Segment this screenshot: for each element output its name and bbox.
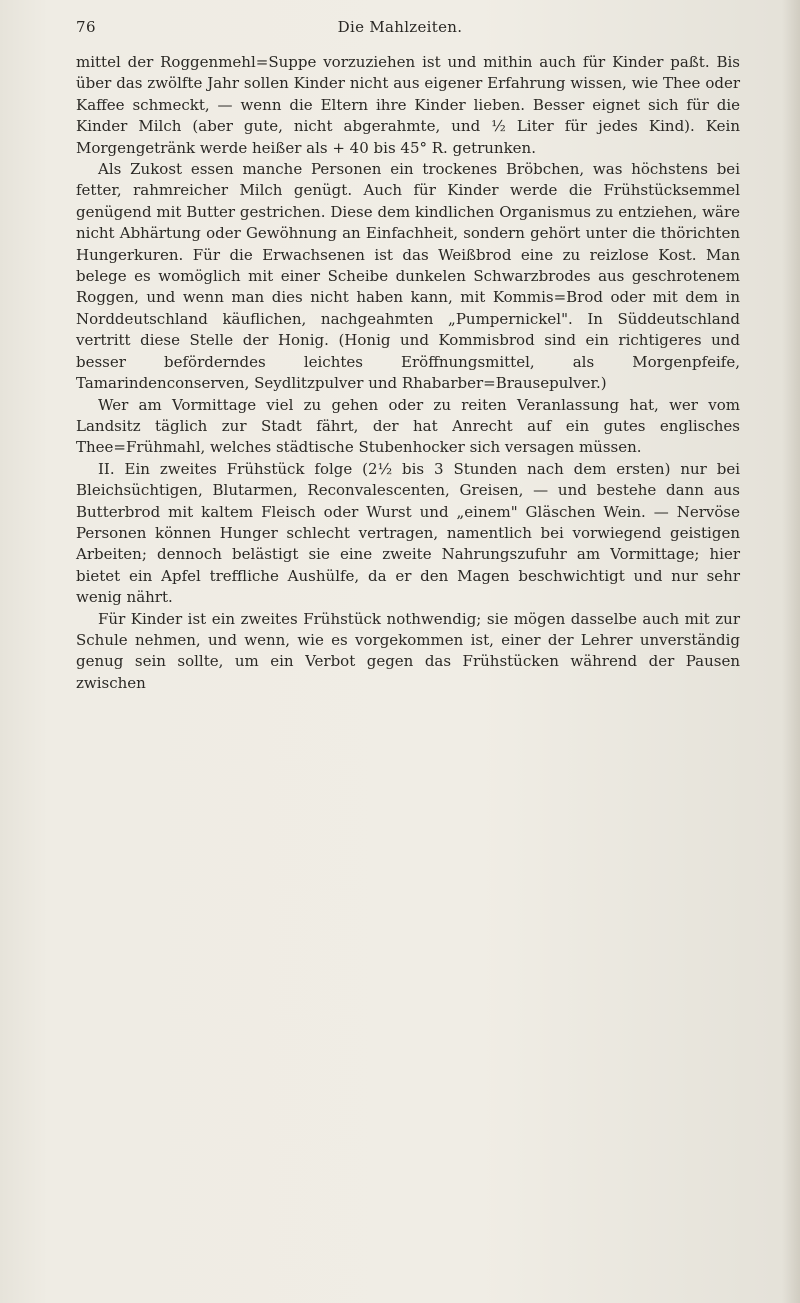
running-title: Die Mahlzeiten. — [337, 18, 463, 36]
paragraph-3: Wer am Vormittage viel zu gehen oder zu reiten Veranlassung hat, wer vom Landsitz täglich zur Stadt fährt, der hat Anrecht auf ein gutes englisches Thee=Frühmahl, welches städtische Stubenhocker sich versagen müssen. — [76, 395, 740, 457]
page-header — [0, 18, 800, 48]
body-text — [76, 52, 740, 694]
paragraph-1: mittel der Roggenmehl=Suppe vorzuziehen ist und mithin auch für Kinder paßt. Bis über das zwölfte Jahr sollen Kinder nicht aus eigener Erfahrung wissen, wie Thee oder Kaffee schmeckt, — wenn die Eltern ihre Kinder lieben. Besser eignet sich für die Kinder Milch (aber gute, nicht abgerahmte, und ½ Liter für jedes Kind). Kein Morgengetränk werde heißer als + 40 bis 45° R. getrunken. — [76, 53, 740, 157]
page-edge-shadow — [782, 0, 800, 1303]
paragraph-4: II. Ein zweites Frühstück folge (2½ bis 3 Stunden nach dem ersten) nur bei Bleichsüchtigen, Blutarmen, Reconvalescenten, Greisen, — und bestehe dann aus Butterbrod mit kaltem Fleisch oder Wurst und „einem" Gläschen Wein. — Nervöse Personen können Hunger schlecht vertragen, namentlich bei vorwiegend geistigen Arbeiten; dennoch belästigt sie eine zweite Nahrungszufuhr am Vormittage; hier bietet ein Apfel treffliche Aushülfe, da er den Magen beschwichtigt und nur sehr wenig nährt. — [76, 459, 740, 607]
paragraph-2: Als Zukost essen manche Personen ein trockenes Bröbchen, was höchstens bei fetter, rahmreicher Milch genügt. Auch für Kinder werde die Frühstücksemmel genügend mit Butter gestrichen. Diese dem kindlichen Organismus zu entziehen, wäre nicht Abhärtung oder Gewöhnung an Einfachheit, sondern gehört unter die thörichten Hungerkuren. Für die Erwachsenen ist das Weißbrod eine zu reizlose Kost. Man belege es womöglich mit einer Scheibe dunkelen Schwarzbrodes aus geschrotenem Roggen, und wenn man dies nicht haben kann, mit Kommis=Brod oder mit dem in Norddeutschland käuflichen, nachgeahmten „Pumpernickel". In Süddeutschland vertritt diese Stelle der Honig. (Honig und Kommisbrod sind ein richtigeres und besser beförderndes leichtes Eröffnungsmittel, als Morgenpfeife, Tamarindenconserven, Seydlitzpulver und Rhabarber=Brausepulver.) — [76, 160, 740, 393]
page-number: 76 — [76, 18, 97, 36]
paragraph-5: Für Kinder ist ein zweites Frühstück nothwendig; sie mögen dasselbe auch mit zur Schule nehmen, und wenn, wie es vorgekommen ist, einer der Lehrer unverständig genug sein sollte, um ein Verbot gegen das Frühstücken während der Pausen zwischen — [76, 609, 740, 692]
